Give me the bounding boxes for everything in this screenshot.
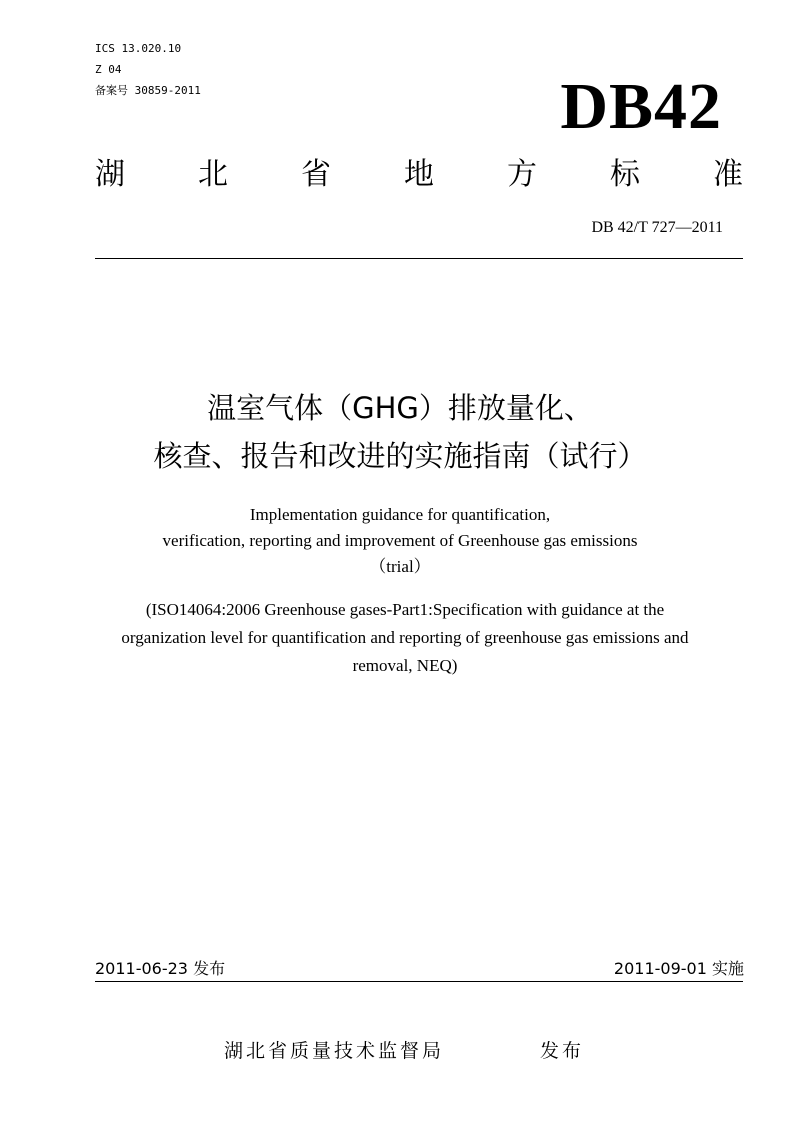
standard-number: DB 42/T 727—2011 [591, 219, 723, 236]
iso-reference-line-1: (ISO14064:2006 Greenhouse gases-Part1:Specification with guidance at the [145, 600, 665, 619]
standard-type-char: 地 [404, 157, 434, 192]
chinese-title-line-1: 温室气体（GHG）排放量化、 [207, 391, 593, 425]
standard-type-char: 准 [713, 157, 743, 192]
standard-type-char: 北 [198, 157, 228, 192]
issuing-action: 发布 [540, 1040, 585, 1062]
classification-code: Z 04 [95, 63, 122, 76]
standard-type-char: 省 [301, 157, 331, 192]
standard-type-char: 湖 [95, 157, 125, 192]
record-number: 备案号 30859-2011 [95, 84, 201, 97]
issue-date: 2011-06-23 发布 [95, 959, 226, 978]
implementation-date: 2011-09-01 实施 [613, 959, 744, 978]
standard-type-char: 标 [610, 157, 640, 192]
english-title-line-2: verification, reporting and improvement of Greenhouse gas emissions [162, 531, 638, 550]
footer-divider [95, 981, 743, 982]
english-title-line-1: Implementation guidance for quantification, [249, 505, 551, 524]
header-divider [95, 258, 743, 259]
standard-type-char: 方 [507, 157, 537, 192]
standard-logo: DB42 [560, 70, 722, 143]
english-title-line-3: （trial） [369, 557, 431, 576]
chinese-title-line-2: 核查、报告和改进的实施指南（试行） [153, 439, 647, 473]
ics-code: ICS 13.020.10 [95, 42, 182, 55]
issuing-authority: 湖北省质量技术监督局 [224, 1040, 445, 1062]
iso-reference-line-2: organization level for quantification and reporting of greenhouse gas emissions and [121, 628, 689, 647]
standard-type-title [95, 155, 743, 195]
iso-reference-line-3: removal, NEQ) [352, 656, 458, 675]
